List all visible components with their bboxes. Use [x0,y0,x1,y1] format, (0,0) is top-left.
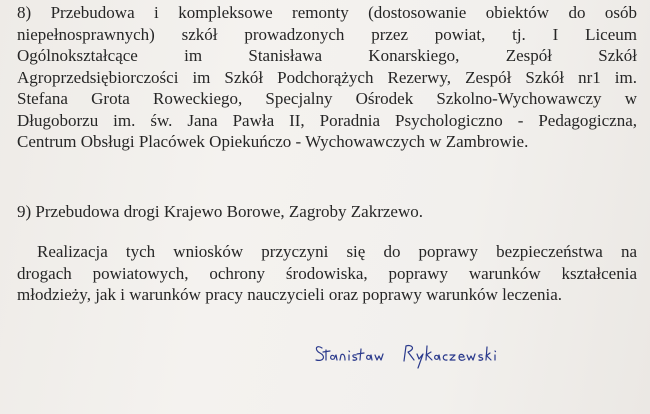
text-line: Centrum Obsługi Placówek Opiekuńczo - Wychowawczych w Zambrowie. [17,132,529,151]
text-line: Agroprzedsiębiorczości im Szkół Podchorążych Rezerwy, Zespół Szkół nr1 im. [17,67,637,87]
handwritten-signature [312,336,502,372]
text-line: niepełnosprawnych) szkół prowadzonych przez powiat, tj. I Liceum [17,24,637,44]
text-line: drogach powiatowych, ochrony środowiska, poprawy warunków kształcenia [17,263,637,283]
text-line: Realizacja tych wniosków przyczyni się do poprawy bezpieczeństwa na [37,242,637,261]
text-line: Ogólnokształcące im Stanisława Konarskiego, Zespół Szkół [17,46,637,65]
text-line: 9) Przebudowa drogi Krajewo Borowe, Zagroby Zakrzewo. [17,202,423,221]
text-line: Stefana Grota Roweckiego, Specjalny Ośrodek Szkolno-Wychowawczy w [17,89,637,108]
text-line: 8) Przebudowa i kompleksowe remonty (dostosowanie obiektów do osób [17,3,637,22]
conclusion-paragraph [17,241,637,306]
paragraph-8 [17,2,637,153]
text-line: młodzieży, jak i warunków pracy nauczycieli oraz poprawy warunków leczenia. [17,285,563,304]
paragraph-9 [17,201,637,223]
text-line: Długoborzu im. św. Jana Pawła II, Poradnia Psychologiczno - Pedagogiczna, [17,110,637,130]
